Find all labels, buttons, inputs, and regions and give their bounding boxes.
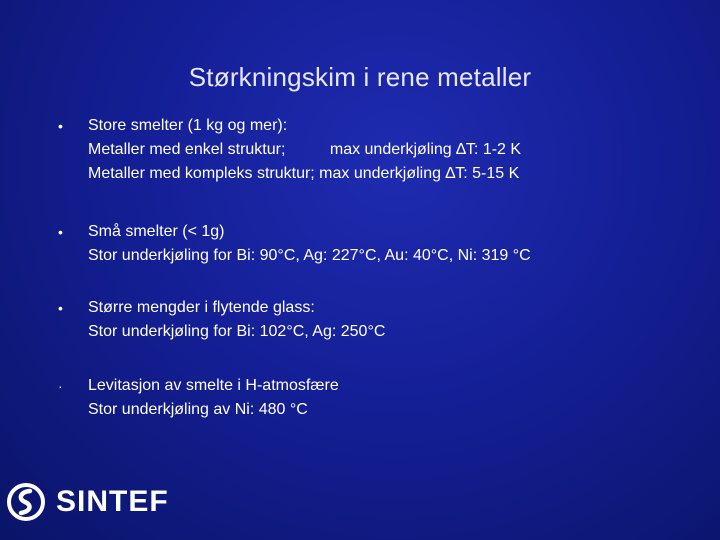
sintef-logo bbox=[6, 482, 169, 522]
bullet-item bbox=[58, 296, 698, 344]
bullet-item bbox=[58, 374, 698, 422]
sintef-emblem-icon bbox=[6, 482, 46, 522]
bullet-text bbox=[88, 296, 385, 344]
bullet-text bbox=[88, 220, 531, 268]
logo-text: SINTEF bbox=[56, 485, 169, 518]
bullet-marker: • bbox=[58, 118, 63, 134]
bullet-item bbox=[58, 220, 698, 268]
bullet-marker: • bbox=[58, 300, 63, 316]
bullet-line: Stor underkjøling for Bi: 102°C, Ag: 250°C bbox=[88, 323, 386, 340]
bullet-line: Stor underkjøling av Ni: 480 °C bbox=[88, 401, 308, 418]
bullet-text bbox=[88, 374, 339, 422]
bullet-line: Levitasjon av smelte i H-atmosfære bbox=[88, 377, 339, 394]
bullet-line: Metaller med kompleks struktur; max underkjøling ∆T: 5-15 K bbox=[88, 165, 520, 182]
bullet-marker: • bbox=[58, 224, 63, 240]
bullet-line: Metaller med enkel struktur; max underkjøling ∆T: 1-2 K bbox=[88, 141, 522, 158]
bullet-line: Større mengder i flytende glass: bbox=[88, 299, 315, 316]
bullet-line: Stor underkjøling for Bi: 90°C, Ag: 227°C, Au: 40°C, Ni: 319 °C bbox=[88, 247, 531, 264]
slide-title: Størkningskim i rene metaller bbox=[188, 62, 532, 92]
bullet-line: Små smelter (< 1g) bbox=[88, 223, 225, 240]
bullet-item bbox=[58, 114, 698, 186]
bullet-line: Store smelter (1 kg og mer): bbox=[88, 117, 288, 134]
bullet-text bbox=[88, 114, 521, 186]
bullet-marker: · bbox=[58, 378, 63, 394]
